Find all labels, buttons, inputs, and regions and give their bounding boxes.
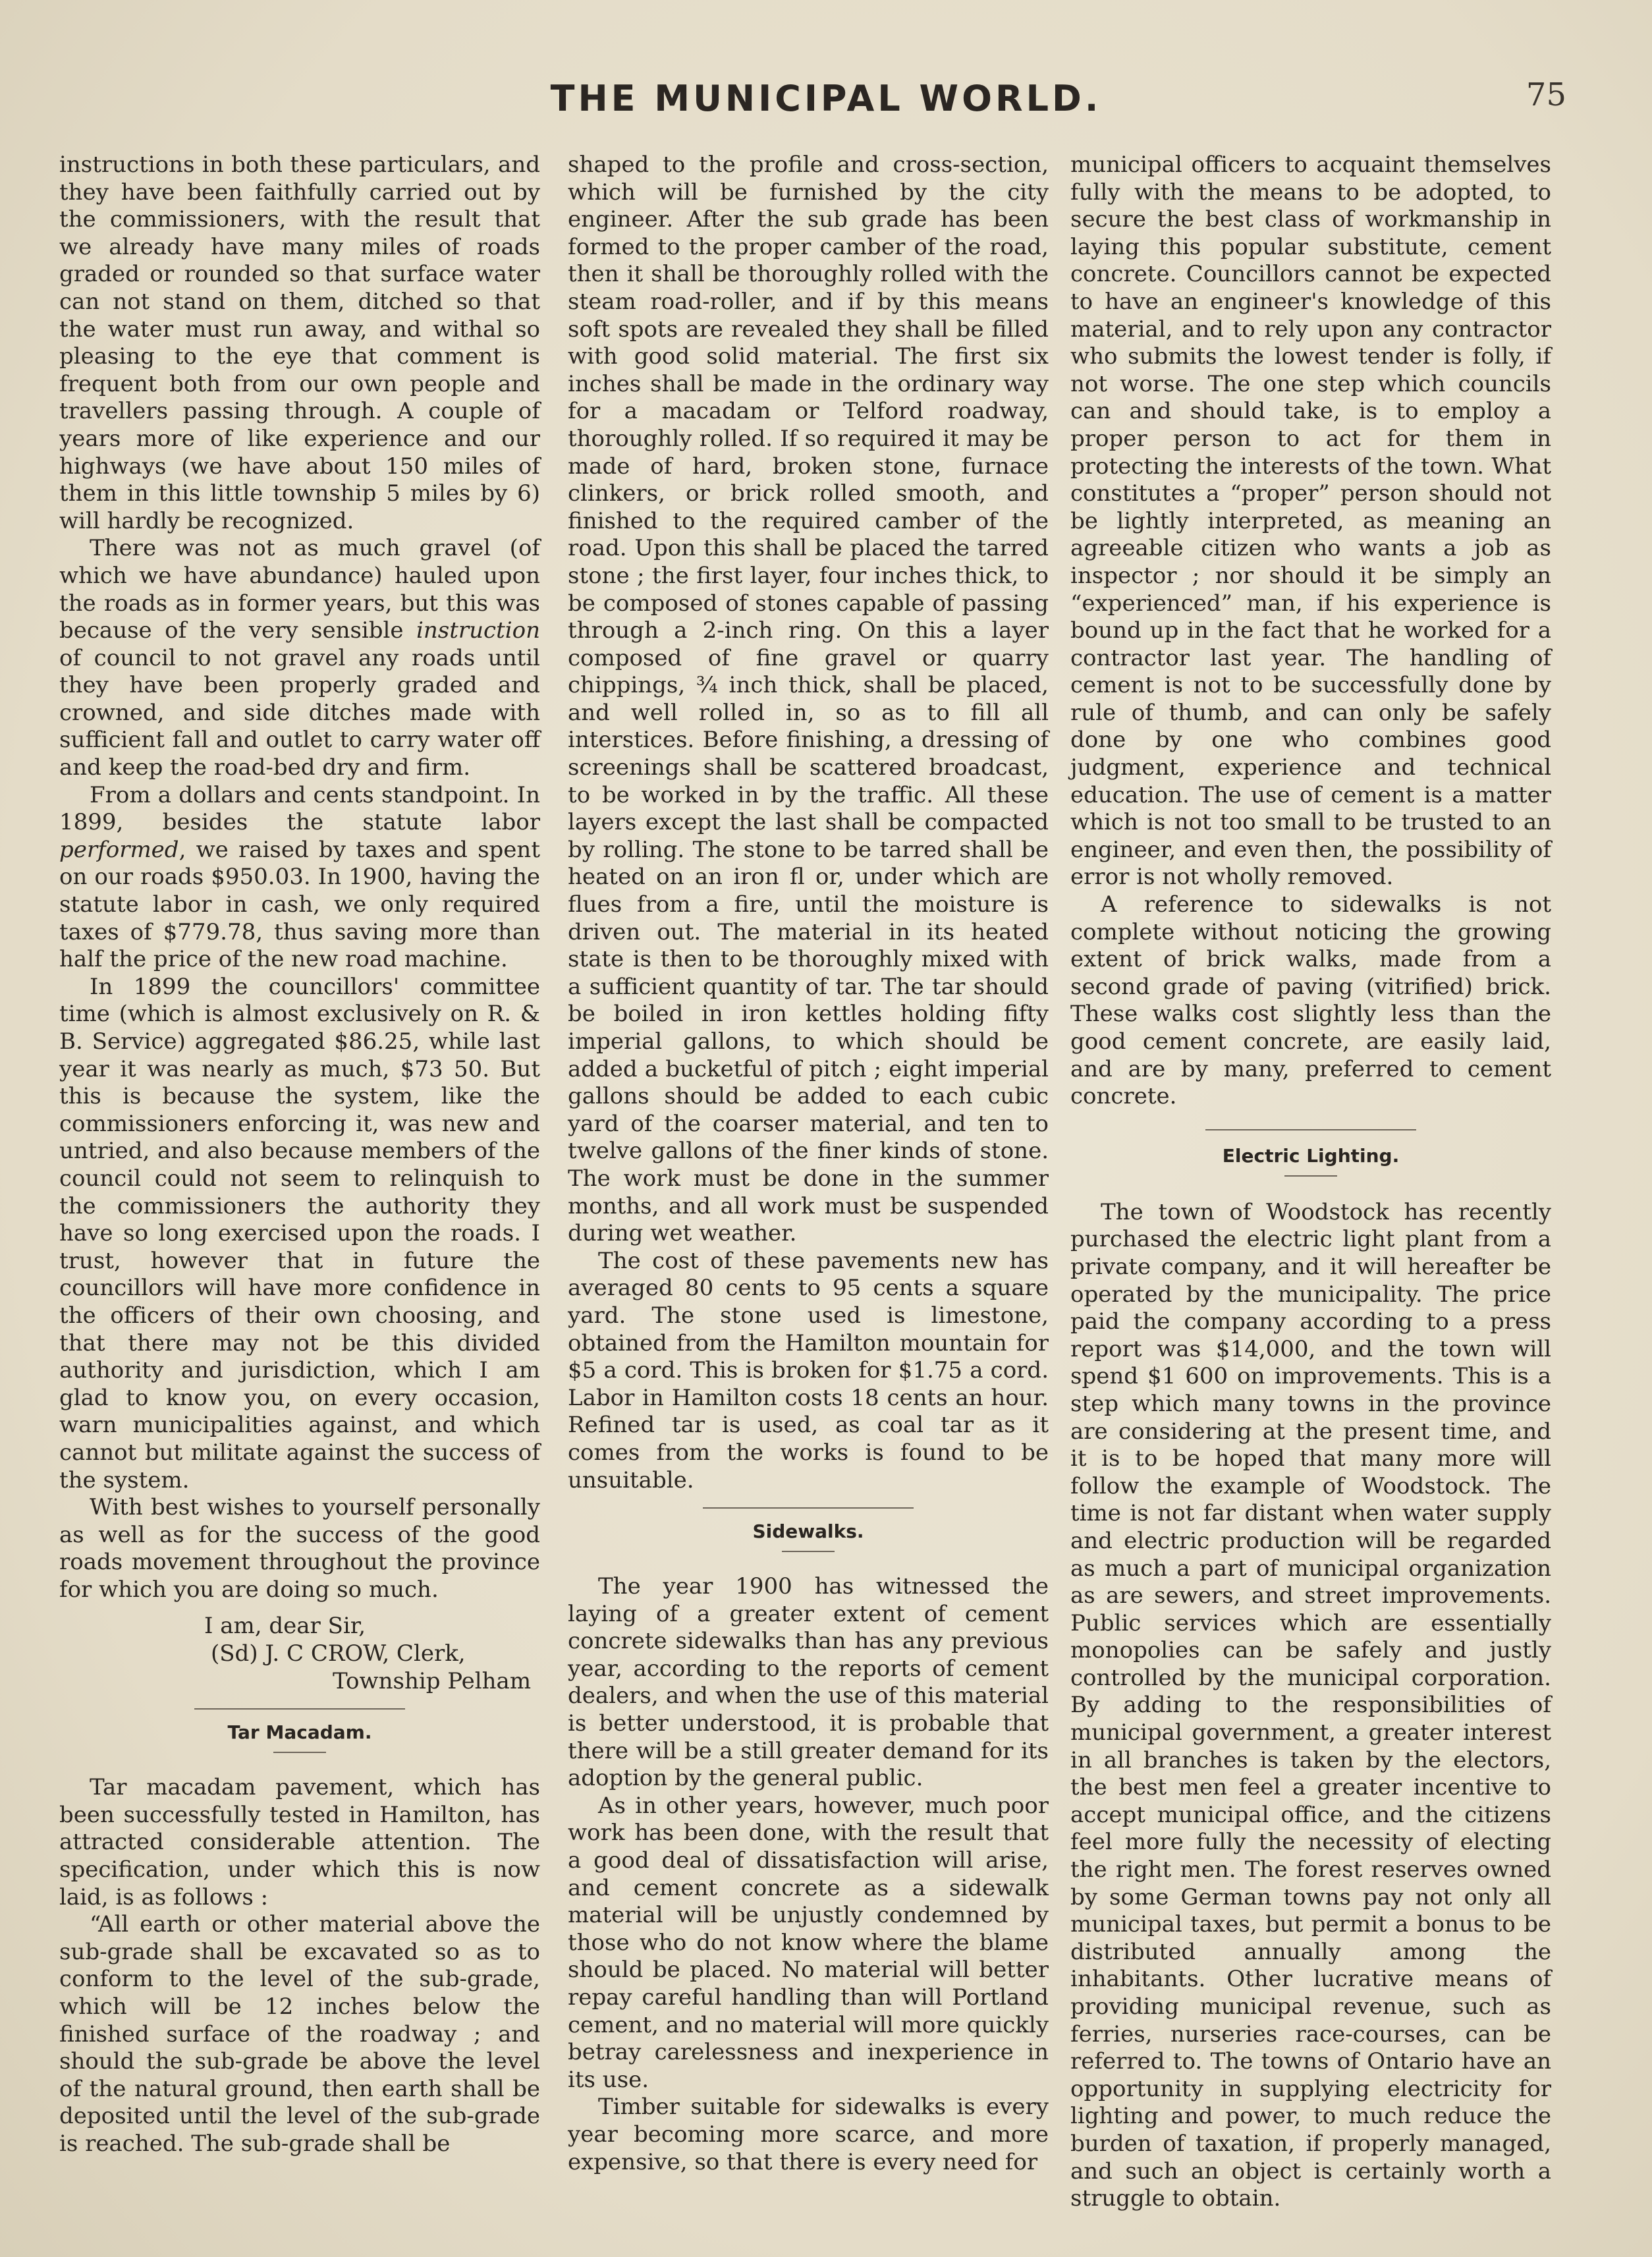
signatory-township: Township Pelham bbox=[333, 1667, 532, 1694]
column-3 bbox=[1070, 152, 1551, 2213]
divider bbox=[1284, 1175, 1337, 1177]
paragraph: municipal officers to acquaint themselves fully with the means to be adopted, to secure the best class of workmanship in laying this popular substitute, cement concrete. Councillors cannot be expected to have an engineer's knowledge of this material, and to rely upon any contractor who submits the lowest tender is folly, if not worse. The one step which councils can and should take, is to employ a proper person to act for them in protecting the interests of the town. What constitutes a “proper” person should not be lightly interpreted, as meaning an agreeable citizen who wants a job as inspector ; nor should it be simply an “experienced” man, if his experience is bound up in the fact that he worked for a contractor last year. The handling of cement is not to be successfully done by rule of thumb, and can only be safely done by one who combines good judgment, experience and technical education. The use of cement is a matter which is not too small to be trusted to an engineer, and even then, the possibility of error is not wholly removed. bbox=[1070, 152, 1551, 891]
paragraph: The year 1900 has witnessed the laying of a greater extent of cement concrete sidewalks than has any previous year, according to the reports of cement dealers, and when the use of this material is better understood, it is probable that there will be a still greater demand for its adoption by the general public. bbox=[568, 1573, 1049, 1792]
paragraph: Tar macadam pavement, which has been successfully tested in Hamilton, has attracted considerable attention. The specification, under which this is now laid, is as follows : bbox=[59, 1774, 540, 1910]
paragraph bbox=[59, 782, 540, 974]
text-span: There was not as much gravel (of which we have abundance) hauled upon the roads as in former years, but this was because of the very sensible bbox=[59, 535, 540, 644]
text-span: of council to not gravel any roads until they have been properly graded and crowned, and side ditches made with sufficient fall and outlet to carry water off and keep the road-bed dry and firm. bbox=[59, 644, 540, 781]
divider bbox=[194, 1708, 405, 1710]
column-1 bbox=[59, 152, 540, 2158]
signature-block bbox=[59, 1613, 540, 1695]
divider bbox=[273, 1752, 326, 1753]
paragraph: As in other years, however, much poor work has been done, with the result that a good deal of dissatisfaction will arise, and cement concrete as a sidewalk material will be unjustly condemned by those who do not know where the blame should be placed. No material will better repay careful handling than will Portland cement, and no material will more quickly betray carelessness and inexperience in its use. bbox=[568, 1792, 1049, 2093]
divider bbox=[1205, 1129, 1416, 1130]
italic-text: instruction bbox=[416, 617, 540, 644]
paragraph bbox=[59, 535, 540, 781]
paragraph: The cost of these pavements new has averaged 80 cents to 95 cents a square yard. The stone used is limestone, obtained from the Hamilton mountain for $5 a cord. This is broken for $1.75 a cord. Labor in Hamilton costs 18 cents an hour. Refined tar is used, as coal tar as it comes from the works is found to be unsuitable. bbox=[568, 1247, 1049, 1493]
text-span: , we raised by taxes and spent on our roads $950.03. In 1900, having the statute labor in cash, we only required taxes of $779.78, thus saving more than half the price of the new road machine. bbox=[59, 836, 540, 973]
paragraph: “All earth or other material above the sub-grade shall be excavated so as to conform to the level of the sub-grade, which will be 12 inches below the finished surface of the roadway ; and should the sub-grade be above the level of the natural ground, then earth shall be deposited until the level of the sub-grade is reached. The sub-grade shall be bbox=[59, 1911, 540, 2157]
paragraph: The town of Woodstock has recently purchased the electric light plant from a private company, and it will hereafter be operated by the municipality. The price paid the company according to a press report was $14,000, and the town will spend $1 600 on improvements. This is a step which many towns in the province are considering at the present time, and it is to be hoped that many more will follow the example of Woodstock. The time is not far distant when water supply and electric production will be regarded as much a part of municipal organization as are sewers, and street improvements. Public services which are essentially monopolies can be safely and justly controlled by the municipal corporation. By adding to the responsibilities of municipal government, a greater interest in all branches is taken by the electors, the best men feel a greater incentive to accept municipal office, and the citizens feel more fully the necessity of electing the right men. The forest reserves owned by some German towns pay not only all municipal taxes, but permit a bonus to be distributed annually among the inhabitants. Other lucrative means of providing municipal revenue, such as ferries, nurseries race-courses, can be referred to. The towns of Ontario have an opportunity in supplying electricity for lighting and power, to much reduce the burden of taxation, if properly managed, and such an object is certainly worth a struggle to obtain. bbox=[1070, 1198, 1551, 2212]
divider bbox=[703, 1507, 914, 1509]
italic-text: performed bbox=[59, 836, 179, 863]
text-span: From a dollars and cents standpoint. In 1899, besides the statute labor bbox=[59, 781, 540, 836]
paragraph: shaped to the profile and cross-section, which will be furnished by the city engineer. After the sub grade has been formed to the proper camber of the road, then it shall be thoroughly rolled with the steam road-roller, and if by this means soft spots are revealed they shall be filled with good solid material. The first six inches shall be made in the ordinary way for a macadam or Telford roadway, thoroughly rolled. If so required it may be made of hard, broken stone, furnace clinkers, or brick rolled smooth, and finished to the required camber of the road. Upon this shall be placed the tarred stone ; the first layer, four inches thick, to be composed of stones capable of passing through a 2-inch ring. On this a layer composed of fine gravel or quarry chippings, ¾ inch thick, shall be placed, and well rolled in, so as to fill all interstices. Before finishing, a dressing of screenings shall be scattered broadcast, to be worked in by the traffic. All these layers except the last shall be compacted by rolling. The stone to be tarred shall be heated on an iron fl or, under which are flues from a fire, until the moisture is driven out. The material in its heated state is then to be thoroughly mixed with a sufficient quantity of tar. The tar should be boiled in iron kettles holding fifty imperial gallons, to which should be added a bucketful of pitch ; eight imperial gallons should be added to each cubic yard of the coarser material, and ten to twelve gallons of the finer kinds of stone. The work must be done in the summer months, and all work must be suspended during wet weather. bbox=[568, 152, 1049, 1247]
signatory: (Sd) J. C CROW, Clerk, bbox=[211, 1640, 466, 1667]
section-heading-electric-lighting: Electric Lighting. bbox=[1222, 1144, 1400, 1167]
paragraph: A reference to sidewalks is not complete without noticing the growing extent of brick walks, made from a second grade of paving (vitrified) brick. These walks cost slightly less than the good cement concrete, are easily laid, and are by many, preferred to cement concrete. bbox=[1070, 891, 1551, 1110]
paragraph: With best wishes to yourself personally as well as for the success of the good roads movement throughout the province for which you are doing so much. bbox=[59, 1494, 540, 1603]
section-heading-sidewalks: Sidewalks. bbox=[752, 1520, 864, 1543]
paragraph: instructions in both these particulars, and they have been faithfully carried out by the commissioners, with the result that we already have many miles of roads graded or rounded so that surface water can not stand on them, ditched so that the water must run away, and withal so pleasing to the eye that comment is frequent both from our own people and travellers passing through. A couple of years more of like experience and our highways (we have about 150 miles of them in this little township 5 miles by 6) will hardly be recognized. bbox=[59, 152, 540, 534]
journal-title: THE MUNICIPAL WORLD. bbox=[550, 78, 1102, 119]
paragraph: In 1899 the councillors' committee time (which is almost exclusively on R. & B. Service) aggregated $86.25, while last year it was nearly as much, $73 50. But this is because the system, like the commissioners enforcing it, was new and untried, and also because members of the council could not seem to relinquish to the commissioners the authority they have so long exercised upon the roads. I trust, however that in future the councillors will have more confidence in the officers of their own choosing, and that there may not be this divided authority and jurisdiction, which I am glad to know you, on every occasion, warn municipalities against, and which cannot but militate against the success of the system. bbox=[59, 973, 540, 1493]
section-heading-tar-macadam: Tar Macadam. bbox=[227, 1721, 372, 1744]
page-number: 75 bbox=[1526, 76, 1566, 113]
column-2 bbox=[568, 152, 1049, 2176]
salutation: I am, dear Sir, bbox=[204, 1613, 366, 1640]
divider bbox=[782, 1551, 835, 1552]
paragraph: Timber suitable for sidewalks is every year becoming more scarce, and more expensive, so that there is every need for bbox=[568, 2094, 1049, 2175]
